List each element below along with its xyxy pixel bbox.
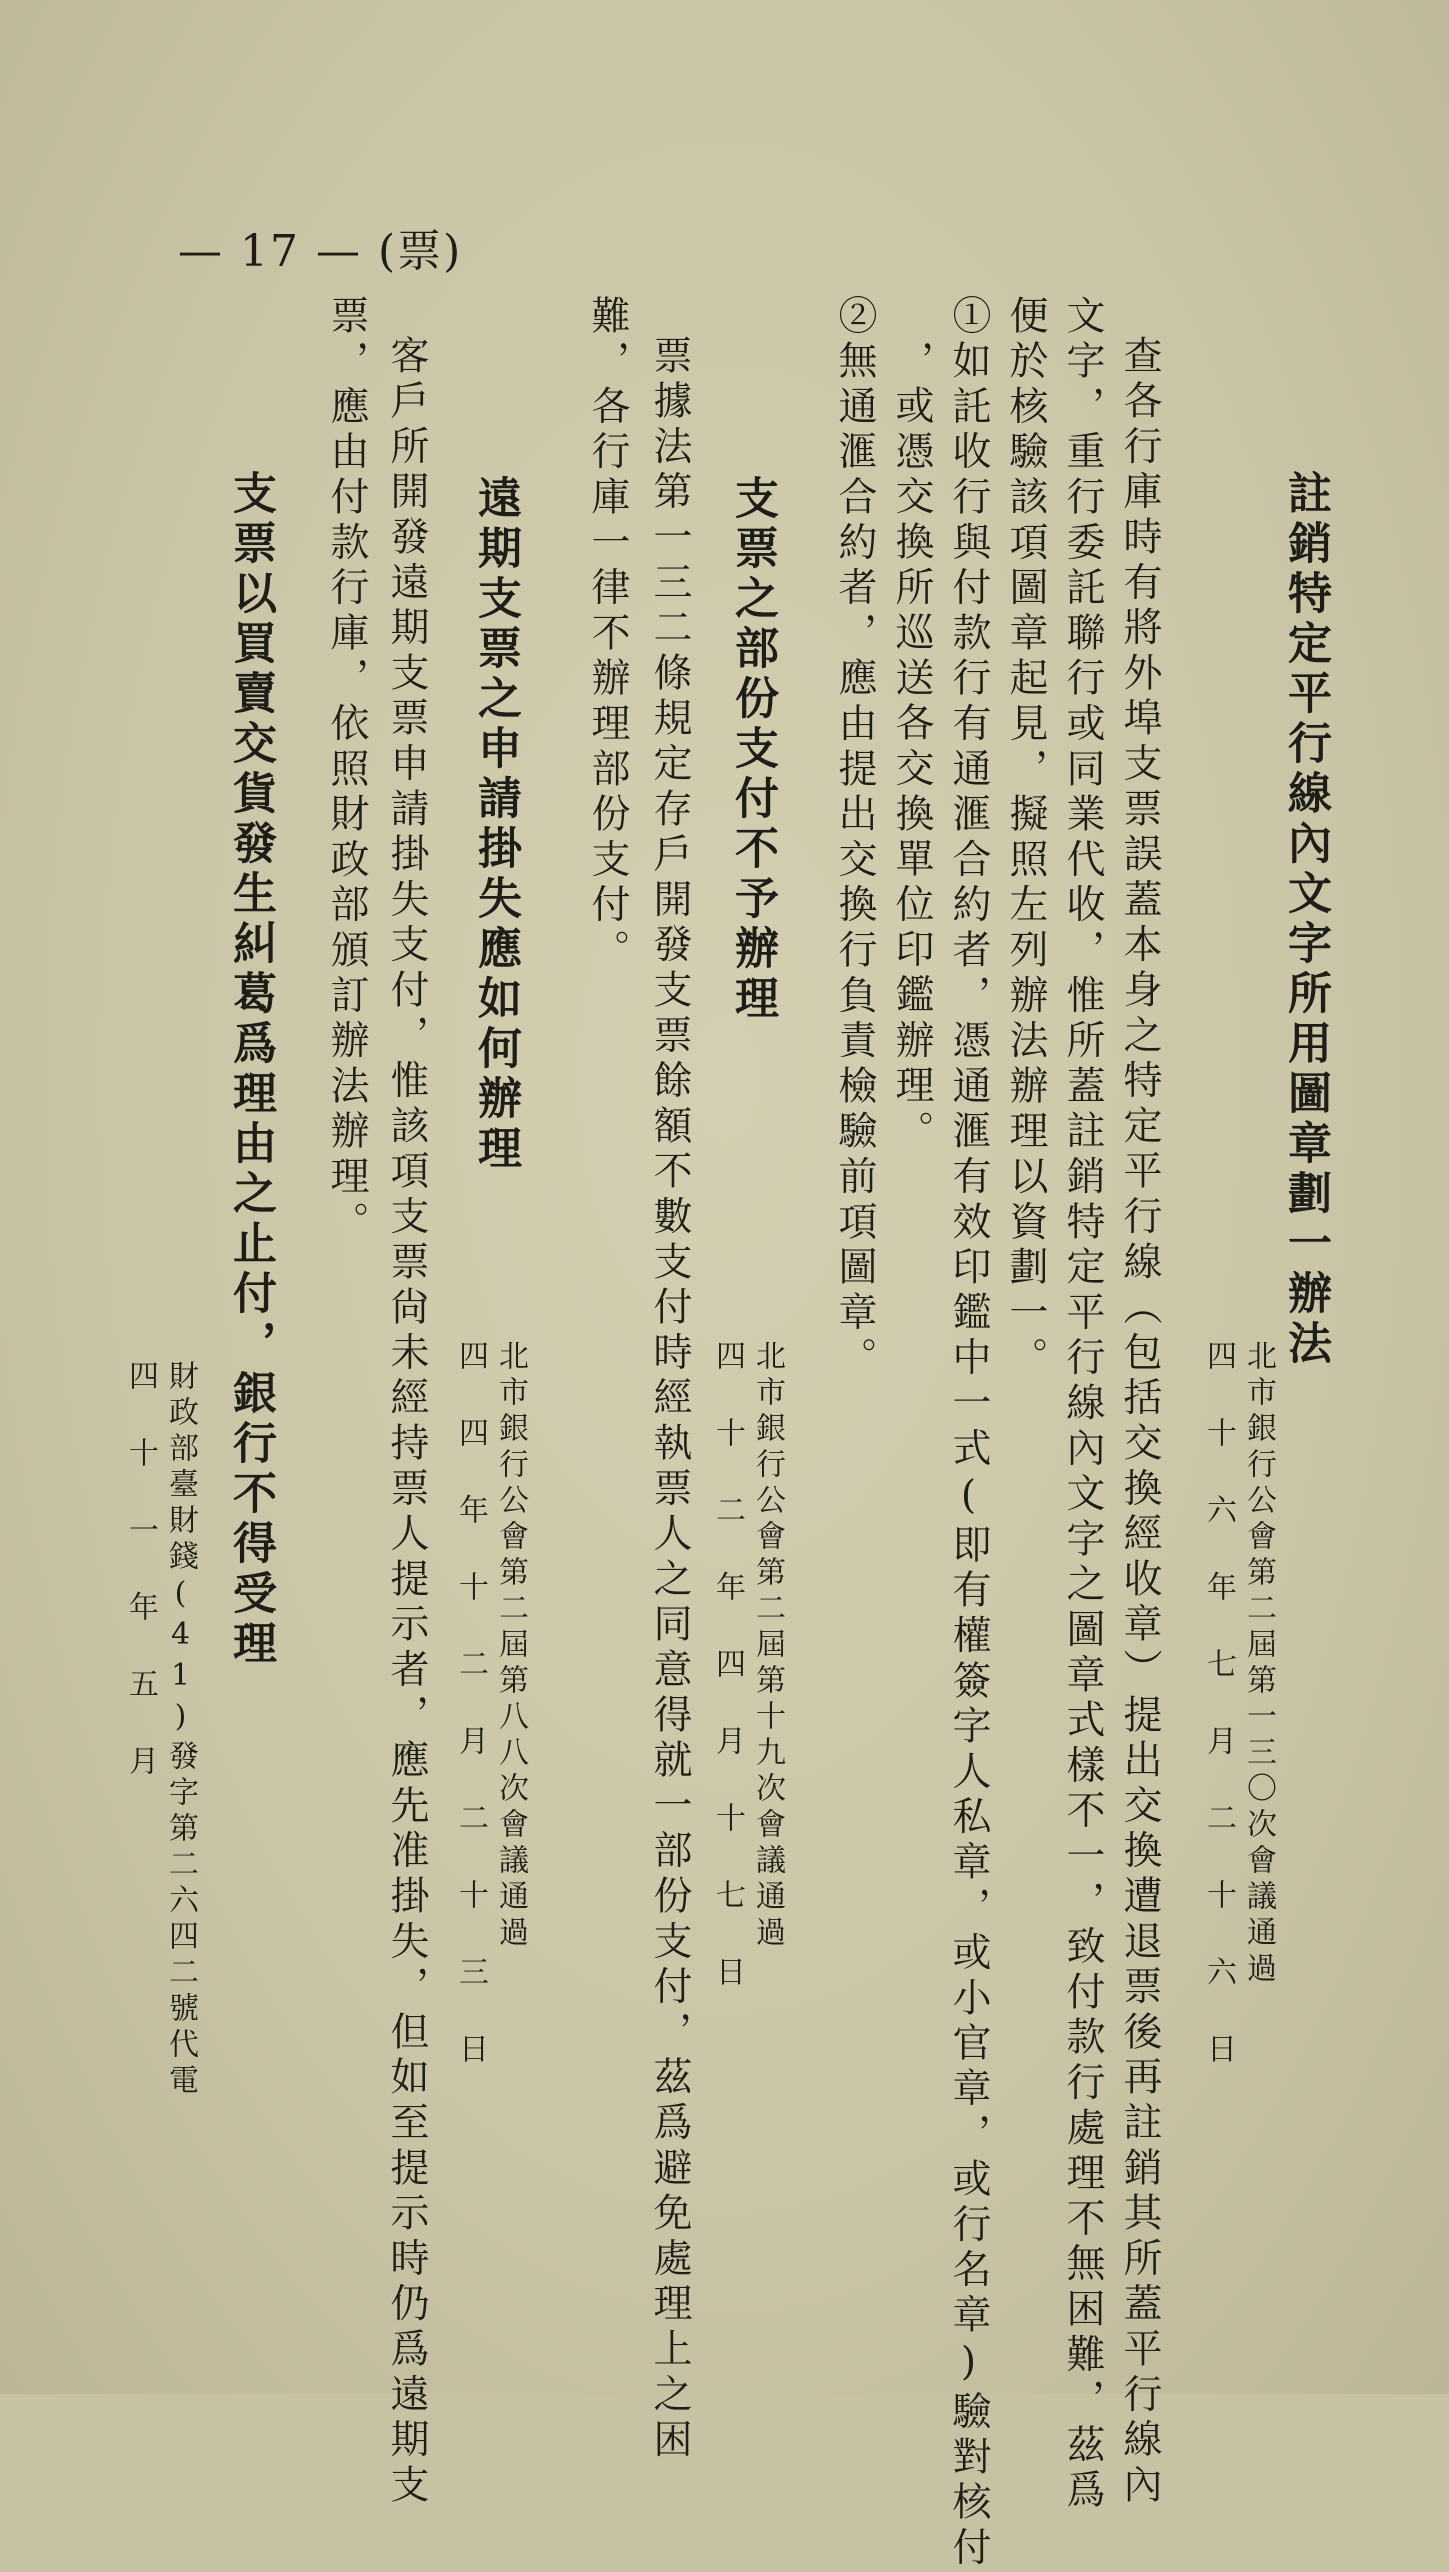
section-1-item-1: ①如託收行與付款行有通滙合約者，憑通滙有效印鑑中一式(即有權簽字人私章，或小官章，或行名章)驗對核付 bbox=[946, 295, 991, 2572]
section-3-paragraph: 票，應由付款行庫，依照財政部頒訂辦法辦理。 bbox=[324, 295, 369, 1247]
section-4-title: 支票以買賣交貨發生糾葛爲理由之止付，銀行不得受理 bbox=[225, 470, 276, 1670]
section-3-meta-date: 四 四 年 十 二 月 二 十 三 日 bbox=[453, 1340, 488, 2069]
section-3-paragraph: 客戶所開發遠期支票申請掛失支付，惟該項支票尙未經持票人提示者，應先准掛失，但如至提示時仍爲遠期支 bbox=[384, 335, 429, 2510]
section-1-paragraph: 查各行庫時有將外埠支票誤蓋本身之特定平行線（包括交換經收章）提出交換遭退票後再註銷其所蓋平行線內 bbox=[1117, 335, 1162, 2510]
section-3-title: 遠期支票之申請掛失應如何辦理 bbox=[470, 475, 521, 1175]
section-2-meta-date: 四 十 二 年 四 月 十 七 日 bbox=[710, 1340, 745, 1992]
section-1-meta-council: 北市銀行公會第二屆第一三〇次會議通過 bbox=[1241, 1340, 1276, 1988]
section-4-meta-directive: 財政部臺財錢(41)發字第二六四二號代電 bbox=[163, 1360, 198, 2100]
section-1-meta-date: 四 十 六 年 七 月 二 十 六 日 bbox=[1201, 1340, 1236, 2069]
section-1-paragraph: 文字，重行委託聯行或同業代收，惟所蓋註銷特定平行線內文字之圖章式樣不一，致付款行處理不無困難，茲爲 bbox=[1060, 295, 1105, 2515]
section-2-paragraph: 難，各行庫一律不辦理部份支付。 bbox=[585, 295, 630, 975]
section-1-item-2: ②無通滙合約者，應由提出交換行負責檢驗前項圖章。 bbox=[832, 295, 877, 1383]
section-1-paragraph: 便於核驗該項圖章起見，擬照左列辦法辦理以資劃一。 bbox=[1003, 295, 1048, 1383]
section-1-item-1-cont: ，或憑交換所巡送各交換單位印鑑辦理。 bbox=[889, 340, 934, 1156]
section-3-meta-council: 北市銀行公會第二屆第八八次會議通過 bbox=[493, 1340, 528, 1952]
page-number: — 17 — (票) bbox=[178, 226, 463, 277]
section-2-meta-council: 北市銀行公會第二屆第十九次會議通過 bbox=[750, 1340, 785, 1952]
section-1-title: 註銷特定平行線內文字所用圖章劃一辦法 bbox=[1280, 470, 1331, 1370]
section-2-title: 支票之部份支付不予辦理 bbox=[727, 475, 778, 1025]
section-4-meta-date: 四 十 一 年 五 月 bbox=[123, 1360, 158, 1781]
section-2-paragraph: 票據法第一三二條規定存戶開發支票餘額不數支付時經執票人之同意得就一部份支付，茲爲避免處理上之困 bbox=[647, 335, 692, 2465]
